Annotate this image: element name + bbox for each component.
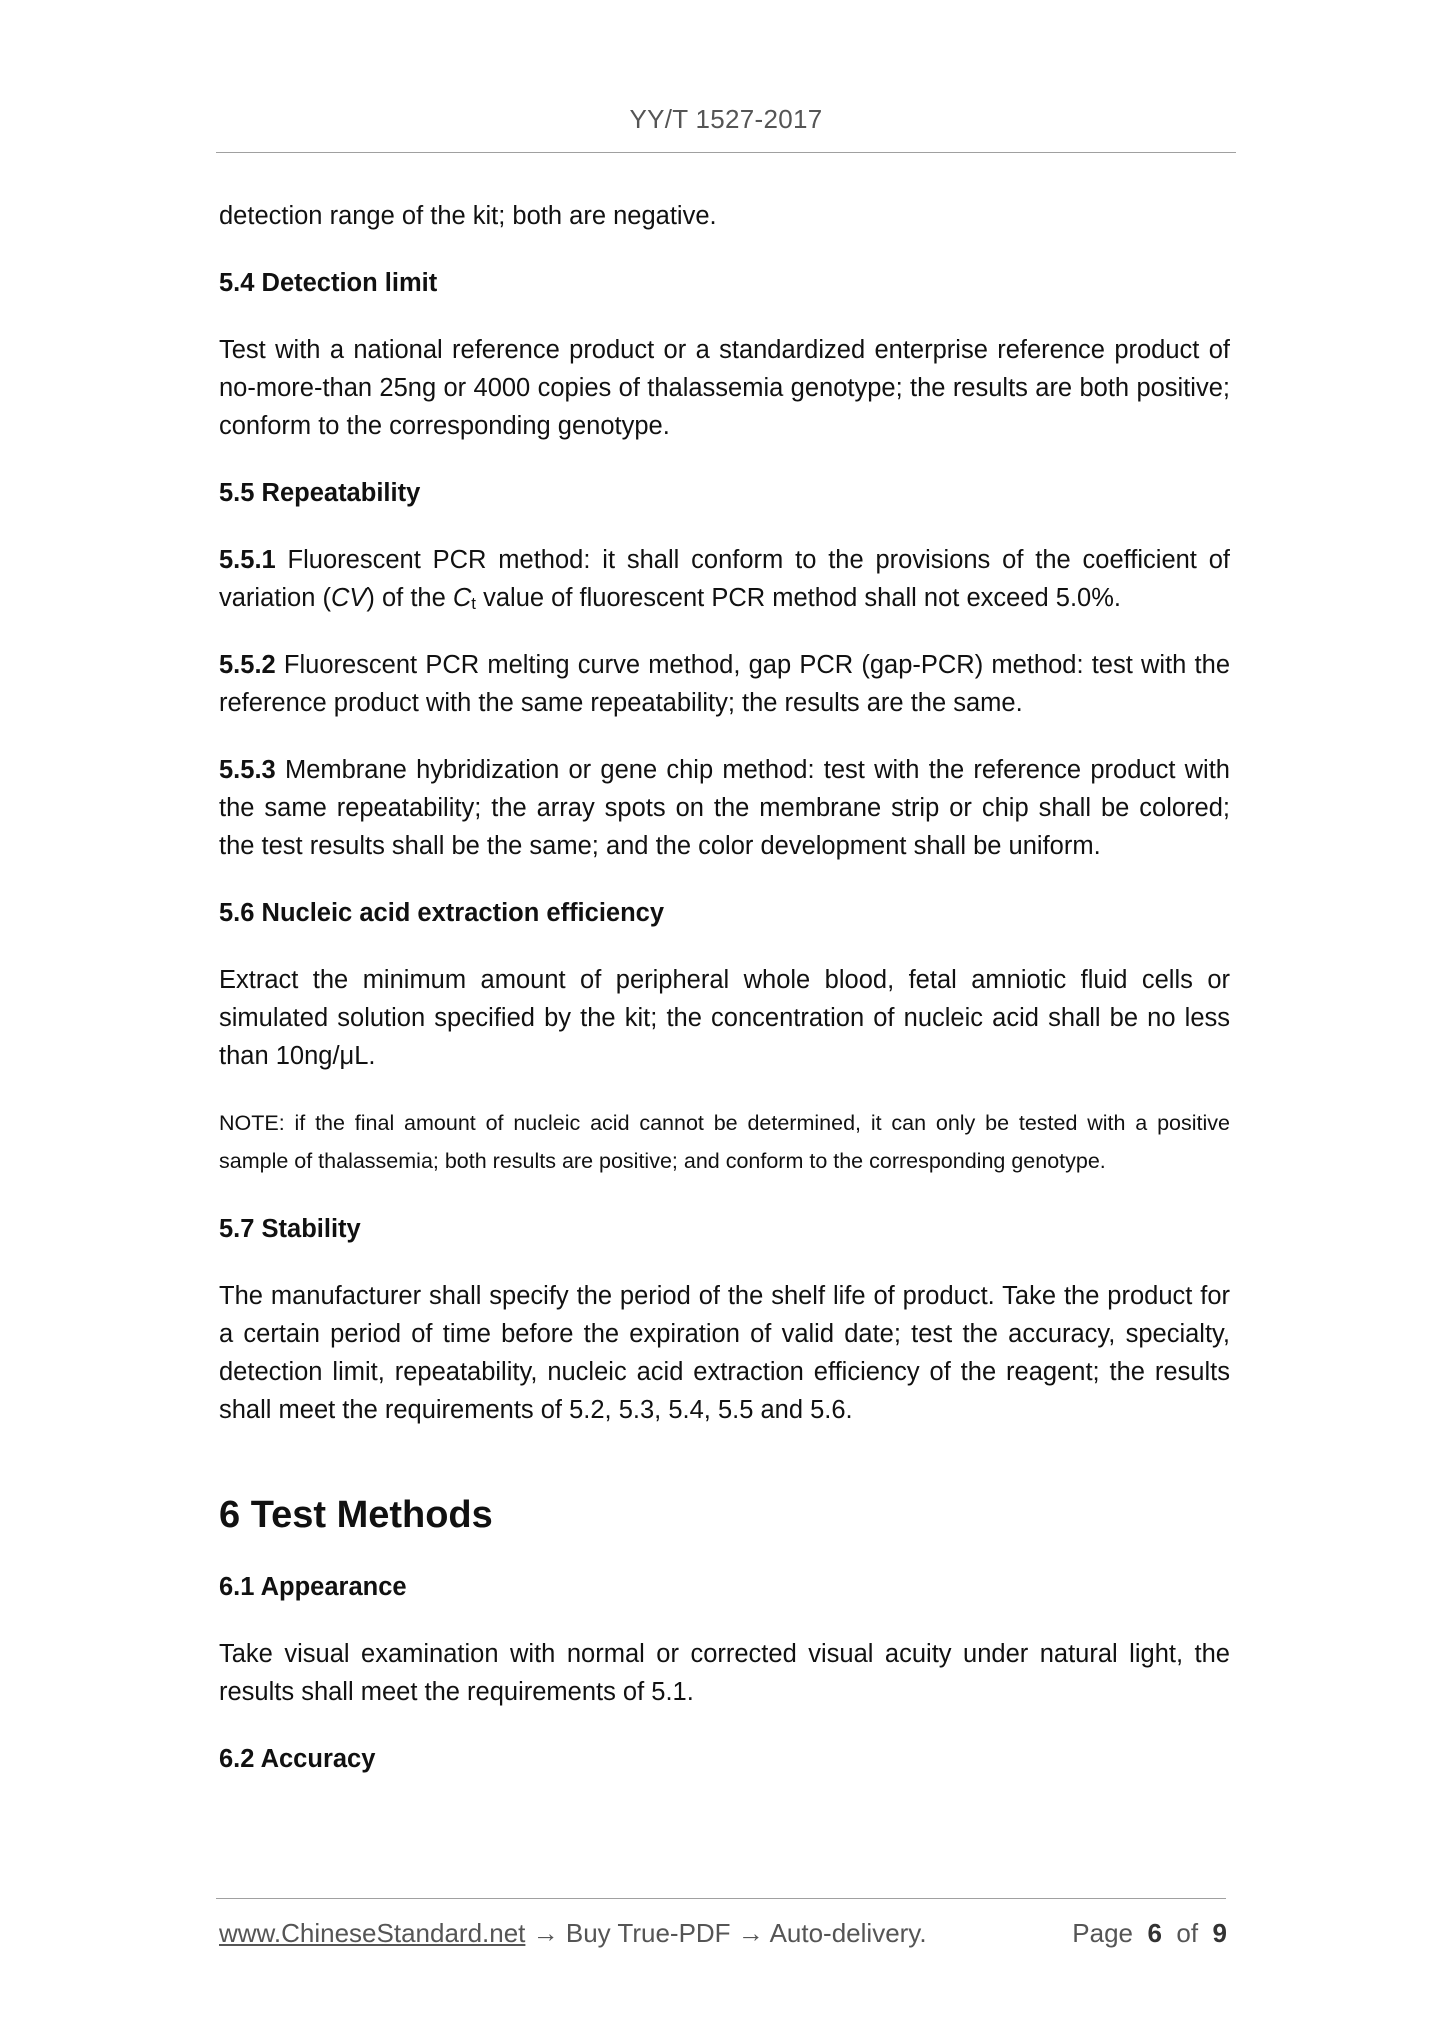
website-link[interactable]: www.ChineseStandard.net xyxy=(219,1918,526,1948)
section-5-7-heading: 5.7 Stability xyxy=(219,1215,361,1243)
intro-paragraph: detection range of the kit; both are negative. xyxy=(219,202,717,230)
footer-divider xyxy=(216,1898,1226,1899)
section-5-5-heading: 5.5 Repeatability xyxy=(219,479,421,507)
section-5-4-text: Test with a national reference product or a standardized enterprise reference product of no-more-than 25ng or 4000 copies of thalassemia genotype; the results are both positive; conform to the corresponding genotype. xyxy=(219,336,1230,440)
document-body xyxy=(219,197,1230,1778)
section-5-5-2-text: 5.5.2 Fluorescent PCR melting curve method, gap PCR (gap-PCR) method: test with the reference product with the same repeatability; the results are the same. xyxy=(219,651,1230,717)
section-5-5-3-text: 5.5.3 Membrane hybridization or gene chip method: test with the reference product with the same repeatability; the array spots on the membrane strip or chip shall be colored; the test results shall be the same; and the color development shall be uniform. xyxy=(219,756,1230,860)
clause-number: 5.5.1 xyxy=(219,546,276,574)
header-divider xyxy=(216,152,1236,153)
section-5-6-text: Extract the minimum amount of peripheral whole blood, fetal amniotic fluid cells or simulated solution specified by the kit; the concentration of nucleic acid shall be no less than 10ng/μL. xyxy=(219,966,1230,1070)
document-header: YY/T 1527-2017 xyxy=(629,104,823,134)
section-5-5-1-text: 5.5.1 Fluorescent PCR method: it shall conform to the provisions of the coefficient of variation (CV) of the $C_t$ value of fluorescent PCR method shall not exceed 5.0%. xyxy=(219,546,1230,613)
section-6-heading: 6 Test Methods xyxy=(219,1494,493,1536)
clause-number: 5.5.2 xyxy=(219,651,276,679)
section-6-2-heading: 6.2 Accuracy xyxy=(219,1745,376,1773)
section-5-6-note: NOTE: if the final amount of nucleic acid cannot be determined, it can only be tested with a positive sample of thalassemia; both results are positive; and conform to the corresponding genotype. xyxy=(219,1111,1230,1173)
page-number: Page 6 of 9 xyxy=(1072,1918,1227,1948)
footer-promo: www.ChineseStandard.net → Buy True-PDF → Auto-delivery. xyxy=(219,1918,927,1948)
section-5-7-text: The manufacturer shall specify the period of the shelf life of product. Take the product for a certain period of time before the expiration of valid date; test the accuracy, specialty, detection limit, repeatability, nucleic acid extraction efficiency of the reagent; the results shall meet the requirements of 5.2, 5.3, 5.4, 5.5 and 5.6. xyxy=(219,1282,1230,1424)
clause-number: 5.5.3 xyxy=(219,756,276,784)
section-5-4-heading: 5.4 Detection limit xyxy=(219,269,438,297)
section-5-6-heading: 5.6 Nucleic acid extraction efficiency xyxy=(219,899,665,927)
section-6-1-text: Take visual examination with normal or corrected visual acuity under natural light, the results shall meet the requirements of 5.1. xyxy=(219,1640,1230,1706)
section-6-1-heading: 6.1 Appearance xyxy=(219,1573,407,1601)
page-footer xyxy=(219,1918,1227,1949)
